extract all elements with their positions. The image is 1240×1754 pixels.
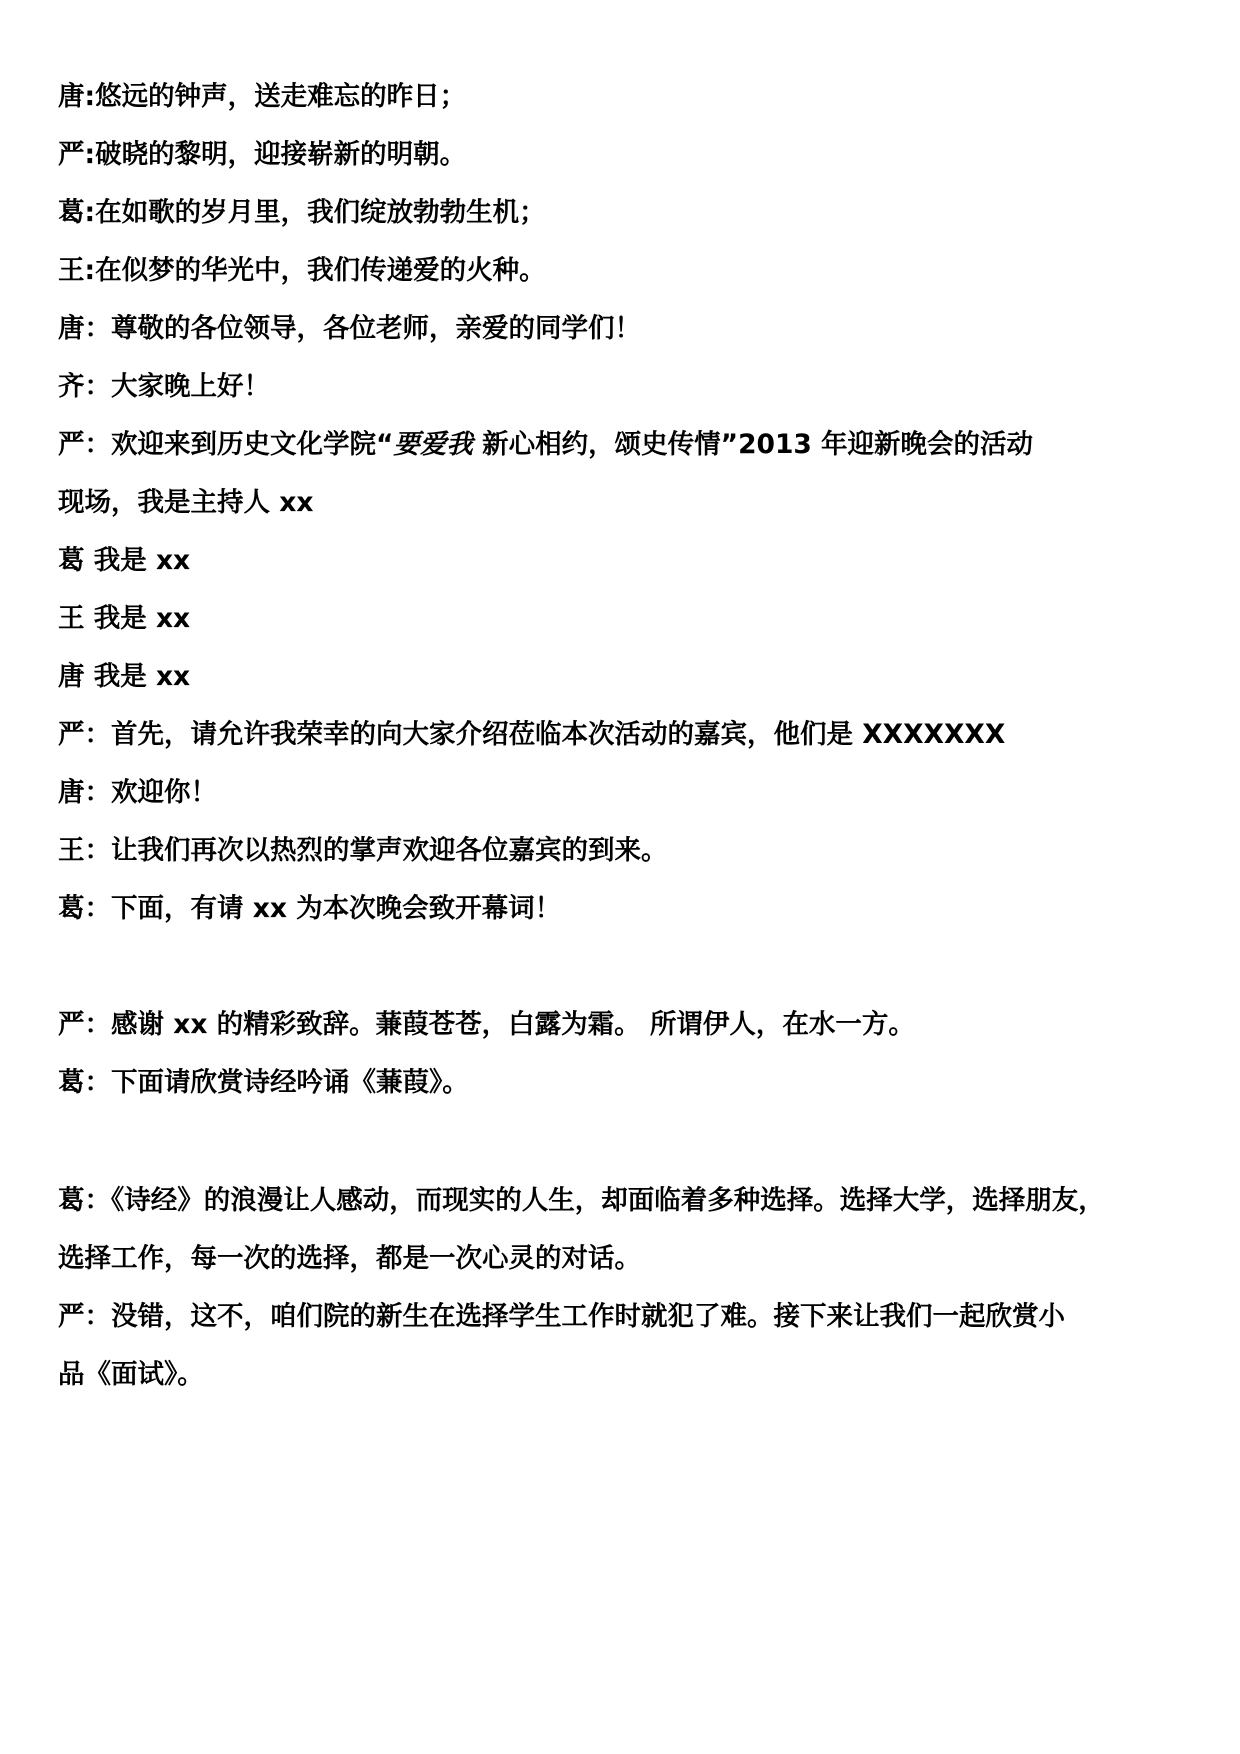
separator: : [84, 81, 96, 112]
line-text: 新心相约，颂史传情”2013 年迎新晚会的活动 [472, 429, 1034, 460]
script-line [58, 196, 1198, 230]
speaker: 葛 [58, 545, 85, 576]
separator: ： [84, 429, 111, 460]
separator: : [84, 197, 96, 228]
script-line [58, 1008, 1198, 1042]
line-text: 让我们再次以热烈的掌声欢迎各位嘉宾的到来。 [111, 835, 668, 866]
speaker: 严 [58, 139, 85, 170]
line-text: 在如歌的岁月里，我们绽放勃勃生机； [95, 197, 546, 228]
line-text: 在似梦的华光中，我们传递爱的火种。 [95, 255, 546, 286]
speaker: 唐 [58, 661, 85, 692]
script-line [58, 1300, 1198, 1334]
separator: : [84, 255, 96, 286]
script-line [58, 718, 1198, 752]
speaker: 王 [58, 255, 85, 286]
separator: : [84, 139, 96, 170]
speaker: 葛 [58, 1185, 85, 1216]
speaker: 葛 [58, 1067, 85, 1098]
script-line [58, 312, 1198, 346]
speaker: 葛 [58, 197, 85, 228]
script-line [58, 834, 1198, 868]
script-line [58, 602, 1198, 636]
speaker: 唐 [58, 81, 85, 112]
speaker: 齐 [58, 371, 85, 402]
line-text: 感谢 xx 的精彩致辞。蒹葭苍苍，白露为霜。 所谓伊人，在水一方。 [111, 1009, 915, 1040]
separator: ： [84, 1301, 111, 1332]
separator: ： [84, 371, 111, 402]
script-line [58, 660, 1198, 694]
event-slogan: 要爱我 [393, 429, 473, 460]
line-text: 我是 xx [93, 603, 191, 634]
speaker: 严 [58, 429, 85, 460]
separator: ： [84, 893, 111, 924]
separator: ： [84, 719, 111, 750]
line-text: 现场，我是主持人 xx [58, 487, 314, 518]
separator [85, 603, 94, 634]
script-line [58, 80, 1198, 114]
script-line [58, 1066, 1198, 1100]
speaker: 葛 [58, 893, 85, 924]
separator: ： [84, 1067, 111, 1098]
separator: ： [84, 835, 111, 866]
line-text: 品《面试》。 [58, 1359, 204, 1390]
script-line [58, 1184, 1198, 1218]
speaker: 唐 [58, 777, 85, 808]
line-text: 首先，请允许我荣幸的向大家介绍莅临本次活动的嘉宾，他们是 XXXXXXX [111, 719, 1006, 750]
speaker: 严 [58, 719, 85, 750]
script-line [58, 1242, 1198, 1276]
line-text: 《诗经》的浪漫让人感动，而现实的人生，却面临着多种选择。选择大学，选择朋友， [111, 1185, 1105, 1216]
separator: ： [84, 1009, 111, 1040]
script-line [58, 892, 1198, 926]
line-text: 破晓的黎明，迎接崭新的明朝。 [95, 139, 467, 170]
separator [85, 661, 94, 692]
script-line [58, 138, 1198, 172]
line-text: 悠远的钟声，送走难忘的昨日； [95, 81, 467, 112]
script-line [58, 776, 1198, 810]
script-line [58, 428, 1198, 462]
line-text: 欢迎你！ [111, 777, 217, 808]
line-text: 大家晚上好！ [111, 371, 270, 402]
script-line [58, 1358, 1198, 1392]
speaker: 王 [58, 835, 85, 866]
script-line [58, 254, 1198, 288]
separator [85, 545, 94, 576]
line-text: 尊敬的各位领导，各位老师，亲爱的同学们！ [111, 313, 641, 344]
speaker: 严 [58, 1009, 85, 1040]
line-text: 我是 xx [93, 545, 191, 576]
script-line [58, 370, 1198, 404]
line-text: 选择工作，每一次的选择，都是一次心灵的对话。 [58, 1243, 641, 1274]
script-line [58, 544, 1198, 578]
line-text: 没错，这不，咱们院的新生在选择学生工作时就犯了难。接下来让我们一起欣赏小 [111, 1301, 1065, 1332]
line-text: 欢迎来到历史文化学院“ [111, 429, 394, 460]
line-text: 下面请欣赏诗经吟诵《蒹葭》。 [111, 1067, 469, 1098]
speaker: 唐 [58, 313, 85, 344]
speaker: 王 [58, 603, 85, 634]
line-text: 下面，有请 xx 为本次晚会致开幕词！ [111, 893, 562, 924]
separator: ： [84, 313, 111, 344]
line-text: 我是 xx [93, 661, 191, 692]
script-line [58, 486, 1198, 520]
separator: ： [84, 1185, 111, 1216]
speaker: 严 [58, 1301, 85, 1332]
separator: ： [84, 777, 111, 808]
